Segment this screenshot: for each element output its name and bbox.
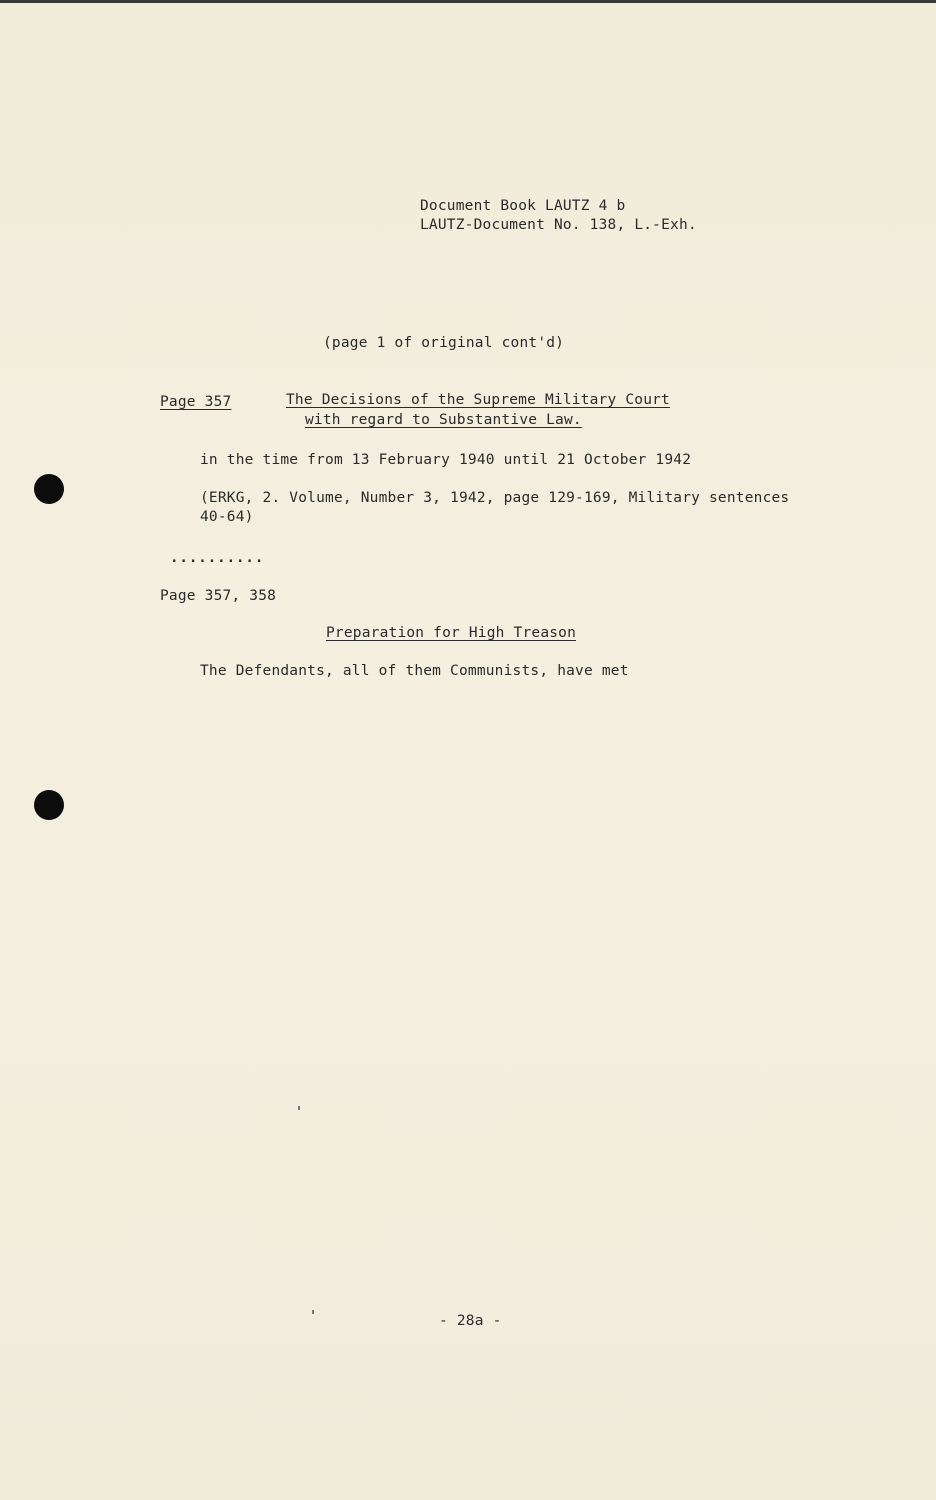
- body-text: The Defendants, all of them Communists, have met: [200, 663, 629, 679]
- section-heading: Preparation for High Treason: [326, 625, 577, 641]
- header-line-1: Document Book LAUTZ 4 b: [420, 198, 626, 214]
- paper-speck-1: [298, 1106, 300, 1110]
- page-number: - 28a -: [439, 1313, 502, 1329]
- period-line: in the time from 13 February 1940 until 21 October 1942: [200, 452, 692, 468]
- section-title-line-1: The Decisions of the Supreme Military Court: [286, 392, 670, 408]
- page-ref-357: Page 357: [160, 394, 232, 410]
- punch-hole-bottom: [34, 790, 64, 820]
- page-ref-357-358: Page 357, 358: [160, 588, 277, 604]
- citation-line-2: 40-64): [200, 509, 254, 525]
- section-title-line-2: with regard to Substantive Law.: [305, 412, 582, 428]
- header-line-2: LAUTZ-Document No. 138, L.-Exh.: [420, 217, 697, 233]
- omission-dots: ..........: [170, 550, 265, 566]
- citation-line-1: (ERKG, 2. Volume, Number 3, 1942, page 129-169, Military sentences: [200, 490, 790, 506]
- punch-hole-top: [34, 474, 64, 504]
- page-top-edge: [0, 0, 936, 3]
- continuation-note: (page 1 of original cont'd): [323, 335, 565, 351]
- paper-speck-2: [312, 1310, 314, 1314]
